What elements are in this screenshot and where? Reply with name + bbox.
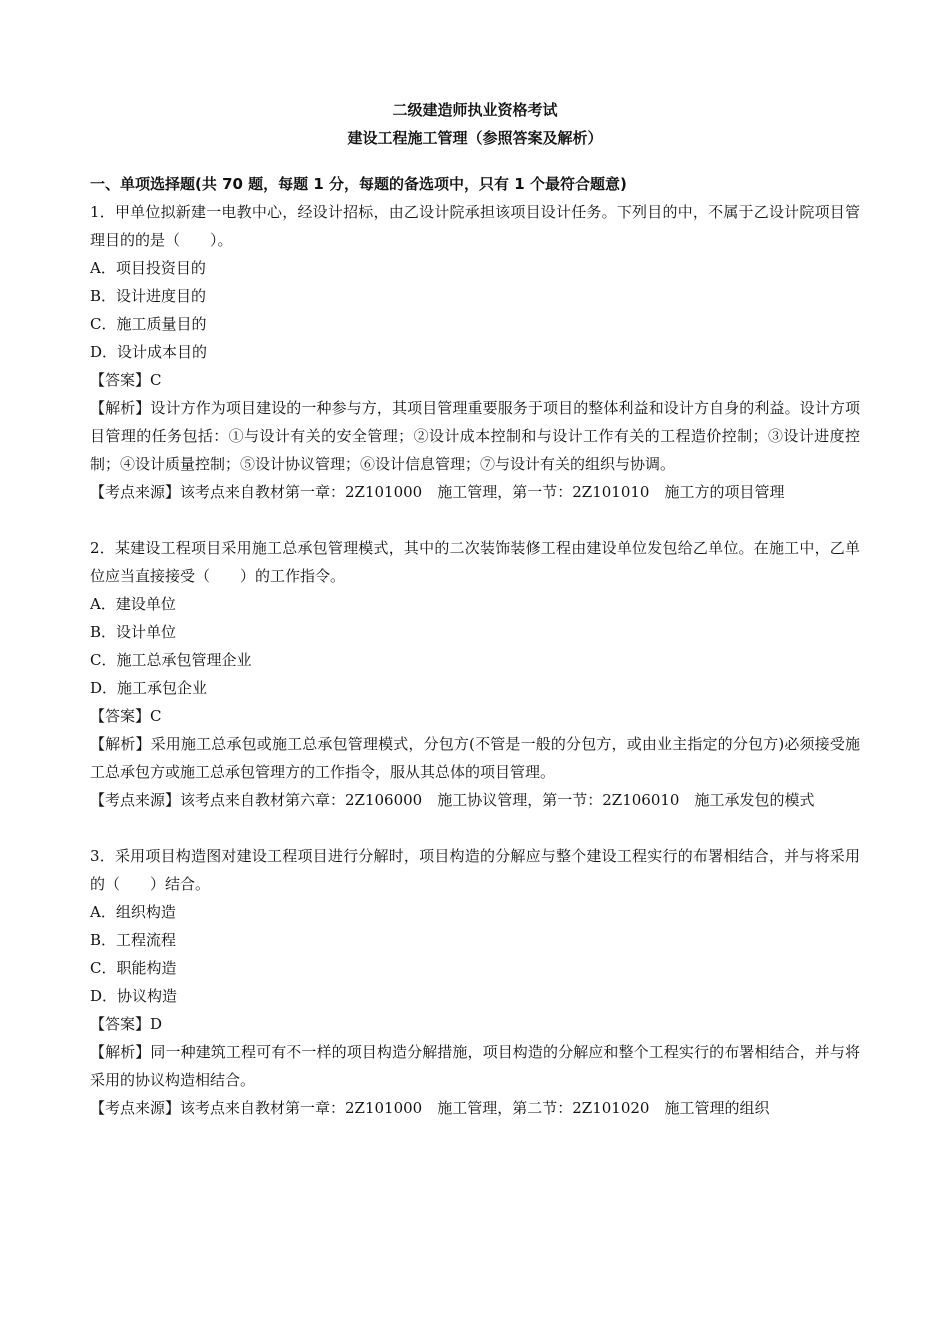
answer: 【答案】D: [90, 1015, 163, 1033]
answer: 【答案】C: [90, 371, 162, 389]
source: 【考点来源】该考点来自教材第一章：2Z101000 施工管理，第二节：2Z101020 施工管理的组织: [90, 1099, 770, 1117]
option-d: D．协议构造: [90, 987, 178, 1005]
answer: 【答案】C: [90, 707, 162, 725]
option-b: B．工程流程: [90, 931, 177, 949]
option-a: A．建设单位: [90, 595, 176, 613]
section-heading: 一、单项选择题(共 70 题，每题 1 分，每题的备选项中，只有 1 个最符合题意): [90, 175, 627, 193]
source: 【考点来源】该考点来自教材第六章：2Z106000 施工协议管理，第一节：2Z106010 施工承发包的模式: [90, 791, 815, 809]
source: 【考点来源】该考点来自教材第一章：2Z101000 施工管理，第一节：2Z101010 施工方的项目管理: [90, 483, 785, 501]
question-1: [90, 198, 860, 506]
analysis: 【解析】采用施工总承包或施工总承包管理模式，分包方(不管是一般的分包方，或由业主指定的分包方)必须接受施工总承包方或施工总承包管理方的工作指令，服从其总体的项目管理。: [90, 735, 860, 781]
option-d: D．施工承包企业: [90, 679, 208, 697]
question-stem: 1．甲单位拟新建一电教中心，经设计招标，由乙设计院承担该项目设计任务。下列目的中，不属于乙设计院项目管理目的的是（ ）。: [90, 203, 860, 249]
question-stem: 2．某建设工程项目采用施工总承包管理模式，其中的二次装饰装修工程由建设单位发包给乙单位。在施工中，乙单位应当直接接受（ ）的工作指令。: [90, 539, 860, 585]
option-a: A．项目投资目的: [90, 259, 206, 277]
document-subtitle: 建设工程施工管理（参照答案及解析）: [347, 129, 603, 147]
document-page: [90, 96, 860, 1150]
option-c: C．职能构造: [90, 959, 177, 977]
analysis: 【解析】同一种建筑工程可有不一样的项目构造分解措施，项目构造的分解应和整个工程实行的布署相结合，并与将采用的协议构造相结合。: [90, 1043, 860, 1089]
option-a: A．组织构造: [90, 903, 176, 921]
question-2: [90, 534, 860, 814]
option-b: B．设计进度目的: [90, 287, 207, 305]
option-d: D．设计成本目的: [90, 343, 208, 361]
analysis: 【解析】设计方作为项目建设的一种参与方，其项目管理重要服务于项目的整体利益和设计方自身的利益。设计方项目管理的任务包括：①与设计有关的安全管理；②设计成本控制和与设计工作有关的工程造价控制；③设计进度控制；④设计质量控制；⑤设计协议管理；⑥设计信息管理；⑦与设计有关的组织与协调。: [90, 399, 860, 473]
option-b: B．设计单位: [90, 623, 177, 641]
option-c: C．施工质量目的: [90, 315, 207, 333]
option-c: C．施工总承包管理企业: [90, 651, 252, 669]
question-stem: 3．采用项目构造图对建设工程项目进行分解时，项目构造的分解应与整个建设工程实行的布署相结合，并与将采用的（ ）结合。: [90, 847, 860, 893]
question-3: [90, 842, 860, 1122]
document-title: 二级建造师执业资格考试: [392, 101, 558, 119]
